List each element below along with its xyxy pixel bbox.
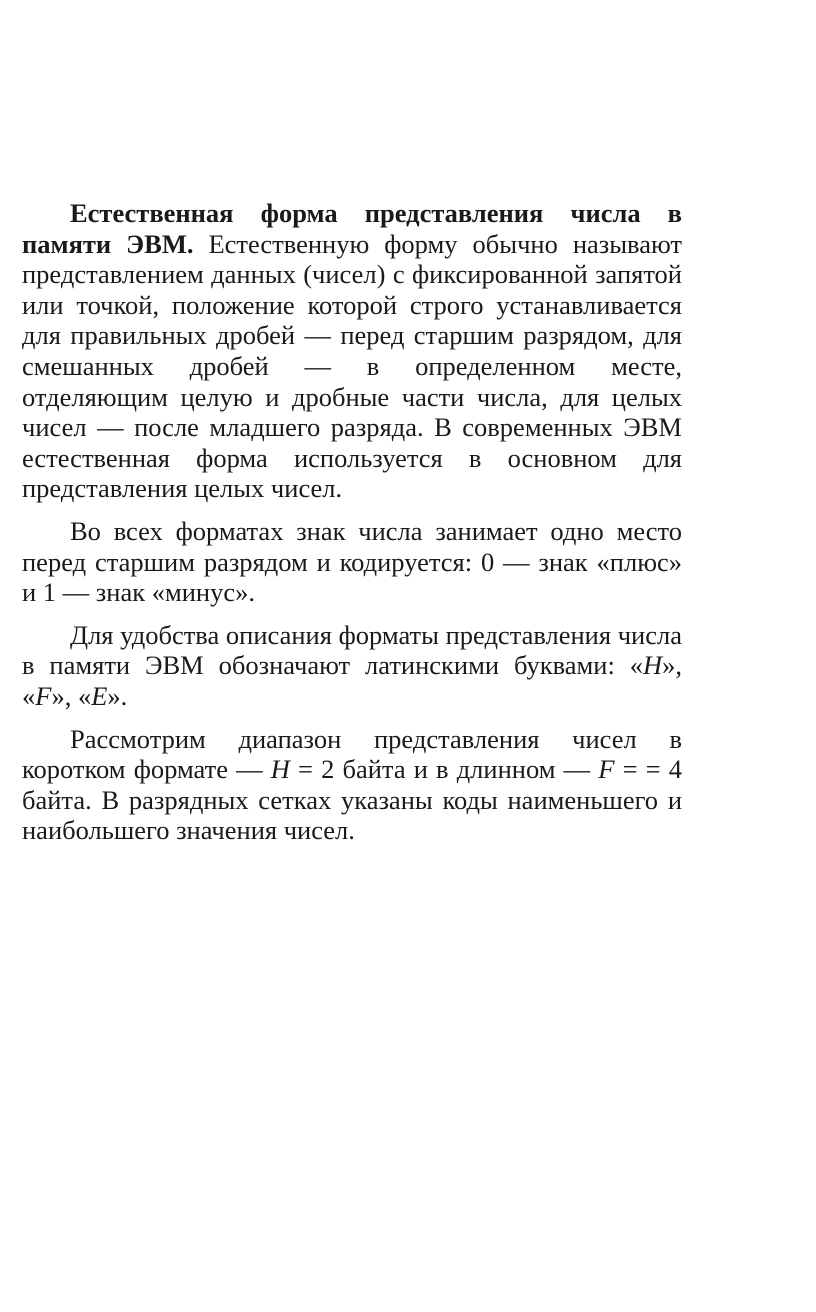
paragraph-body-text: = = 4 байта. В разрядных сетках указаны коды наименьшего и наибольшего значения чисел. [22,754,682,846]
paragraph-body-text: Рассмотрим диапазон представления чисел в коротком формате — [22,723,682,785]
format-letter-f: F [35,680,52,711]
paragraph-range-formats [22,724,682,846]
paragraph-body-text: Естественную форму обычно называют представлением данных (чисел) с фиксированной запятой или точкой, положение которой строго устанавливается для правильных дробей — перед старшим разрядом, для смешанных дробей — в определенном месте, отделяющим целую и дробные части числа, для целых чисел — после младшего разряда. В современных ЭВМ естественная форма используется в основном для представления целых чисел. [22,228,682,504]
document-page [22,198,682,858]
format-variable-f: F [598,754,615,785]
paragraph-end-text: ». [107,680,128,711]
paragraph-lead-heading: Естественная форма представления числа в памяти ЭВМ. [22,198,682,259]
paragraph-body-text: Во всех форматах знак числа занимает одно место перед старшим разрядом и кодируется: 0 — знак «плюс» и 1 — знак «минус». [22,515,682,608]
separator-text: », « [51,680,92,711]
paragraph-body-text: Для удобства описания форматы представления числа в памяти ЭВМ обозначают латинскими буквами: « [22,619,682,681]
separator-text: », « [22,650,682,711]
format-letter-e: E [91,680,108,711]
paragraph-format-letters [22,620,682,712]
paragraph-natural-form [22,198,682,504]
paragraph-body-text: = 2 байта и в длинном — [289,754,599,785]
format-variable-h: H [270,754,290,785]
format-letter-h: H [642,650,663,681]
paragraph-sign-encoding [22,516,682,608]
